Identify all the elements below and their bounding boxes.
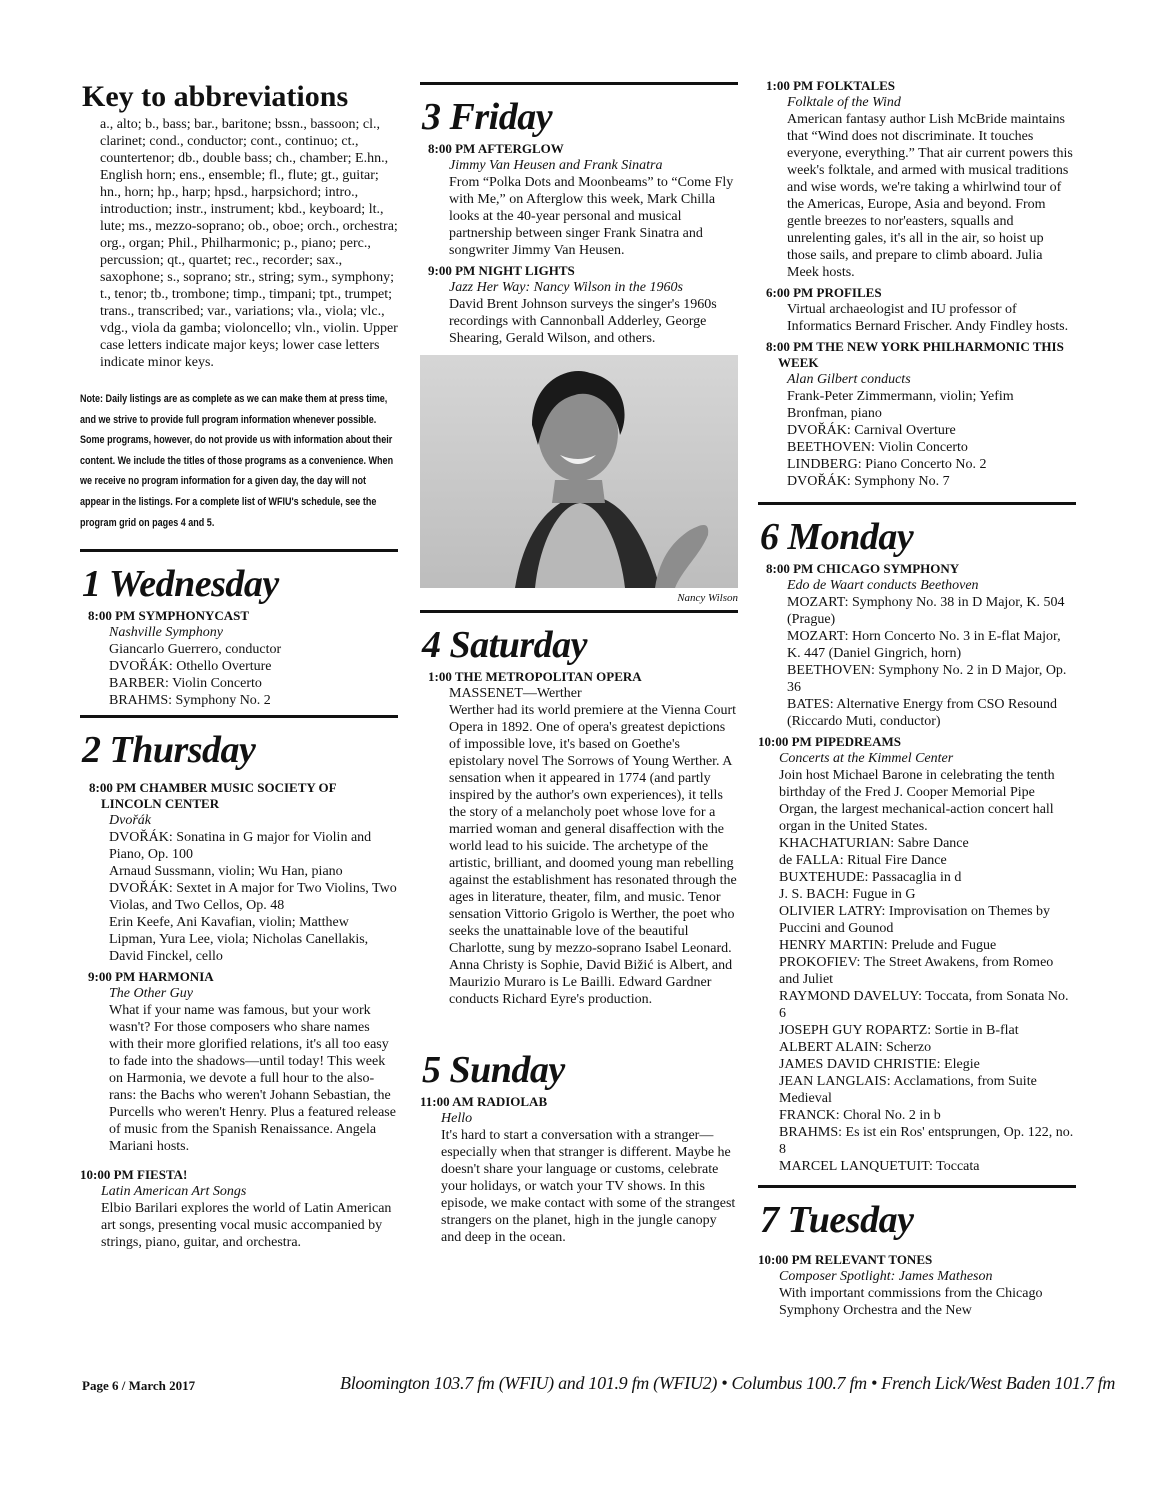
program-line: PROKOFIEV: The Street Awakens, from Romeo and Juliet [779, 955, 1054, 987]
program-subtitle: Edo de Waart conducts Beethoven [787, 578, 979, 593]
program-line: BRAHMS: Es ist ein Ros' entsprungen, Op. 122, no. 8 [779, 1125, 1074, 1157]
program-subtitle: Jimmy Van Heusen and Frank Sinatra [449, 158, 663, 173]
program-line: BRAHMS: Symphony No. 2 [109, 693, 271, 709]
program-line: Erin Keefe, Ani Kavafian, violin; Matthew Lipman, Yura Lee, viola; Nicholas Canellakis, David Finckel, cello [109, 915, 369, 965]
program-title: 9:00 PM HARMONIA [88, 969, 214, 985]
program-line: JEAN LANGLAIS: Acclamations, from Suite Medieval [779, 1074, 1037, 1106]
program-title: 8:00 PM CHAMBER MUSIC SOCIETY OF LINCOLN CENTER [89, 780, 337, 812]
program-title: 11:00 AM RADIOLAB [420, 1094, 548, 1109]
day-heading: 1 Wednesday [82, 563, 279, 606]
program-line: KHACHATURIAN: Sabre Dance [779, 836, 969, 851]
program-title: 10:00 PM RELEVANT TONES [758, 1252, 933, 1267]
program-title: 10:00 PM FIESTA! [80, 1167, 188, 1183]
program [88, 780, 398, 965]
program-title: 8:00 PM SYMPHONYCAST [88, 608, 250, 624]
program-line: BEETHOVEN: Violin Concerto [787, 440, 968, 455]
program-subtitle: MASSENET—Werther [449, 686, 582, 701]
program-line: de FALLA: Ritual Fire Dance [779, 853, 947, 868]
program-line: MOZART: Horn Concerto No. 3 in E-flat Major, K. 447 (Daniel Gingrich, horn) [787, 629, 1061, 661]
column-3 [758, 78, 1076, 1323]
program-description: Werther had its world premiere at the Vienna Court Opera in 1892. One of opera's greatest depictions of impossible love, it's based on Goethe's epistolary novel The Sorrows of Young Werther. A sensation when it appeared in 1774 (and partly inspired by the author's own experiences), it tells the story of a melancholy poet whose love for a married woman and general disaffection with the world lead to his suicide. The archetype of the artistic, brilliant, and doomed young man rebelling against the establishment has resonated through the ages in literature, theater, film, and music. Tenor sensation Vittorio Grigolo is Werther, the poet who seeks the unattainable love of the beautiful Charlotte, sung by mezzo-soprano Isabel Leonard. Anna Christy is Sophie, David Bižić is Albert, and Maurizio Muraro is Le Bailli. Edward Gardner conducts Richard Eyre's production. [449, 703, 737, 1007]
program [758, 1252, 1076, 1319]
program-line: DVOŘÁK: Sextet in A major for Two Violins, Two Violas, and Two Cellos, Op. 48 [109, 881, 397, 914]
program [758, 734, 1076, 1175]
program-subtitle: Dvořák [109, 813, 151, 829]
program [420, 1094, 738, 1246]
program-line: DVOŘÁK: Carnival Overture [787, 423, 956, 438]
program-title: 8:00 PM THE NEW YORK PHILHARMONIC THIS WEEK [766, 339, 1064, 370]
key-title: Key to abbreviations [82, 80, 349, 113]
program-subtitle: Composer Spotlight: James Matheson [779, 1269, 993, 1284]
column-1 [80, 78, 398, 1255]
program-line: Giancarlo Guerrero, conductor [109, 642, 282, 658]
program-title: 6:00 PM PROFILES [766, 285, 882, 300]
program-subtitle: Jazz Her Way: Nancy Wilson in the 1960s [449, 280, 683, 295]
program-subtitle: Hello [441, 1111, 473, 1126]
program-line: HENRY MARTIN: Prelude and Fugue [779, 938, 997, 953]
day-heading: 3 Friday [422, 96, 553, 138]
program-description: Elbio Barilari explores the world of Latin American art songs, presenting vocal music accompanied by strings, piano, guitar, and orchestra. [101, 1201, 392, 1251]
divider [80, 549, 398, 552]
program-title: 1:00 PM FOLKTALES [766, 78, 896, 93]
divider [420, 82, 738, 85]
key-text: a., alto; b., bass; bar., baritone; bssn., bassoon; cl., clarinet; cond., conductor; cont., continuo; ct., countertenor; db., double bass; ch., chamber; E.hn., English horn; ens., ensemble; fl., flute; gt., guitar; hn., horn; hp., harp; hpsd., harpsichord; intro., introduction; instr., instrument; kbd., keyboard; lt., lute; ms., mezzo-soprano; ob., oboe; orch., orchestra; org., organ; Phil., Philharmonic; p., piano; perc., percussion; qt., quartet; rec., recorder; sax., saxophone; s., soprano; str., string; sym., symphony; t., tenor; tb., trombone; timp., timpani; tpt., trumpet; trans., transcribed; var., variations; vla., viola; vlc., vdg., viola da gamba; violoncello; vln., violin. Upper case letters indicate major keys; lower case letters indicate minor keys. [100, 117, 398, 370]
program-line: LINDBERG: Piano Concerto No. 2 [787, 457, 987, 472]
program-description: It's hard to start a conversation with a stranger—especially when that stranger is different. Maybe he doesn't share your language or customs, celebrate your holidays, or watch your TV shows. In this episode, we make contact with some of the strangest strangers on the planet, high in the jungle canopy and deep in the ocean. [441, 1128, 736, 1245]
program-line: DVOŘÁK: Sonatina in G major for Violin and Piano, Op. 100 [109, 830, 372, 863]
program-description: David Brent Johnson surveys the singer's 1960s recordings with Cannonball Adderley, George Shearing, Gerald Wilson, and others. [449, 297, 717, 346]
day-heading: 5 Sunday [422, 1049, 565, 1091]
program-line: DVOŘÁK: Symphony No. 7 [787, 474, 950, 489]
program-title: 1:00 THE METROPOLITAN OPERA [428, 669, 642, 684]
program [766, 285, 1076, 335]
station-frequencies: Bloomington 103.7 fm (WFIU) and 101.9 fm (WFIU2) • Columbus 100.7 fm • French Lick/West Baden 101.7 fm [340, 1373, 1116, 1393]
program-title: 8:00 PM CHICAGO SYMPHONY [766, 561, 960, 576]
program [88, 608, 398, 709]
portrait-illustration [420, 355, 738, 588]
program [766, 78, 1076, 281]
listing-note: Note: Daily listings are as complete as we can make them at press time, and we strive to provide full program information whenever possible. Some programs, however, do not provide us with information about their content. We include the titles of those programs as a convenience. When we receive no program information for a given day, the day will not appear in the listings. For a complete list of WFIU's schedule, see the program grid on pages 4 and 5. [80, 393, 394, 529]
program [88, 969, 398, 1155]
program [766, 339, 1076, 490]
day-heading: 2 Thursday [82, 729, 256, 772]
divider [80, 715, 398, 718]
photo-caption: Nancy Wilson [677, 592, 738, 604]
program-subtitle: Nashville Symphony [109, 625, 223, 641]
program-line: Frank-Peter Zimmermann, violin; Yefim Bronfman, piano [787, 389, 1014, 421]
program-subtitle: Alan Gilbert conducts [787, 372, 911, 387]
program-line: DVOŘÁK: Othello Overture [109, 659, 272, 675]
program [428, 669, 738, 1008]
program-line: MARCEL LANQUETUIT: Toccata [779, 1159, 980, 1174]
program-description: Virtual archaeologist and IU professor of Informatics Bernard Frischer. Andy Findley hosts. [787, 302, 1069, 334]
program-description: American fantasy author Lish McBride maintains that “Wind does not discriminate. It touches everyone, everything.” That air current powers this week's folktale, and armed with musical traditions and wise words, we're taking a whirlwind tour of the Americas, Europe, Asia and beyond. From gentle breezes to nor'easters, squalls and unrelenting gales, it's all in the air, so hoist up those sails, and prepare to climb aboard. Julia Meek hosts. [787, 112, 1073, 280]
program-line: RAYMOND DAVELUY: Toccata, from Sonata No. 6 [779, 989, 1069, 1021]
program-line: BEETHOVEN: Symphony No. 2 in D Major, Op. 36 [787, 663, 1067, 695]
program-subtitle: Folktale of the Wind [787, 95, 901, 110]
program-description: What if your name was famous, but your work wasn't? For those composers who share names with their more glorified relations, it's all too easy to fade into the shadows—until today! This week on Harmonia, we devote a full hour to the also-rans: the Bachs who weren't Johann Sebastian, the Purcells who weren't Henry. Plus a featured release of music from the Spanish Renaissance. Angela Mariani hosts. [109, 1003, 396, 1155]
program-line: BATES: Alternative Energy from CSO Resound (Riccardo Muti, conductor) [787, 697, 1057, 729]
program-title: 10:00 PM PIPEDREAMS [758, 734, 901, 749]
program [80, 1167, 398, 1251]
day-heading: 6 Monday [760, 516, 914, 558]
program-line: J. S. BACH: Fugue in G [779, 887, 916, 902]
program-line: BUXTEHUDE: Passacaglia in d [779, 870, 962, 885]
program-subtitle: Latin American Art Songs [101, 1184, 247, 1200]
program [428, 141, 738, 259]
program-line: JAMES DAVID CHRISTIE: Elegie [779, 1057, 980, 1072]
program-line: MOZART: Symphony No. 38 in D Major, K. 504 (Prague) [787, 595, 1065, 627]
program-subtitle: Concerts at the Kimmel Center [779, 751, 954, 766]
divider [420, 610, 738, 613]
program-line: BARBER: Violin Concerto [109, 676, 262, 692]
program-line: OLIVIER LATRY: Improvisation on Themes by Puccini and Gounod [779, 904, 1051, 936]
program-title: 9:00 PM NIGHT LIGHTS [428, 263, 575, 278]
divider [758, 502, 1076, 505]
singer-photo [420, 355, 738, 588]
program-description: From “Polka Dots and Moonbeams” to “Come Fly with Me,” on Afterglow this week, Mark Chilla looks at the 40-year personal and musical partnership between singer Frank Sinatra and songwriter Jimmy Van Heusen. [449, 175, 734, 258]
program-line: JOSEPH GUY ROPARTZ: Sortie in B-flat [779, 1023, 1019, 1038]
day-heading: 4 Saturday [422, 624, 587, 666]
program [766, 561, 1076, 730]
program-title: 8:00 PM AFTERGLOW [428, 141, 564, 156]
divider [758, 1185, 1076, 1188]
program [428, 263, 738, 347]
program-line: ALBERT ALAIN: Scherzo [779, 1040, 932, 1055]
column-2 [420, 78, 738, 1250]
page-number: Page 6 / March 2017 [82, 1378, 196, 1393]
program-description: With important commissions from the Chicago Symphony Orchestra and the New [779, 1286, 1043, 1318]
program-line: Arnaud Sussmann, violin; Wu Han, piano [109, 864, 343, 880]
program-line: FRANCK: Choral No. 2 in b [779, 1108, 941, 1123]
program-line: Join host Michael Barone in celebrating the tenth birthday of the Fred J. Cooper Memorial Pipe Organ, the largest mechanical-action concert hall organ in the United States. [779, 768, 1055, 834]
day-heading: 7 Tuesday [760, 1199, 914, 1241]
program-subtitle: The Other Guy [109, 986, 193, 1002]
